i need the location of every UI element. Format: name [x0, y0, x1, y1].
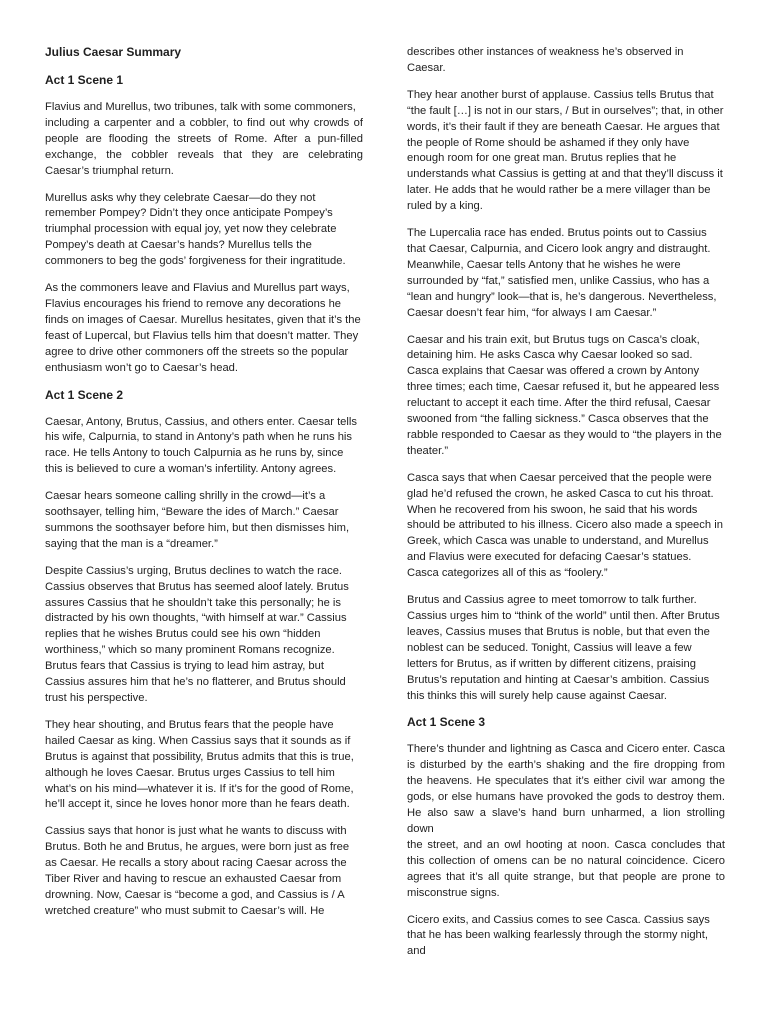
section-heading-act1-scene1: Act 1 Scene 1: [45, 73, 124, 87]
paragraph: Murellus asks why they celebrate Caesar—do they not remember Pompey? Didn’t they once anticipate Pompey’s triumphal procession with equal joy, yet now they celebrate Pompey’s death at Caesar’s hands? Murellus tells the commoners to beg the gods’ forgiveness for their ingratitude.: [45, 191, 346, 268]
paragraph: They hear shouting, and Brutus fears that the people have hailed Caesar as king. When Cassius says that it sounds as if Brutus is against that possibility, Brutus admits that this is true, although he loves Caesar. Brutus urges Cassius to tell him what’s on his mind—whatever it is. If it’s for the good of Rome, he’ll accept it, since he loves honor more than he fears death.: [45, 718, 354, 811]
paragraph: Caesar and his train exit, but Brutus tugs on Casca’s cloak, detaining him. He asks Casca why Caesar looked so sad. Casca explains that Caesar was offered a crown by Antony three times; each time, Caesar refused it, but he appeared less reluctant to accept it each time. After the third refusal, Caesar swooned from “the falling sickness.” Casca observes that the rabble responded to Caesar as they would to “the players in the theater.”: [407, 333, 722, 457]
paragraph: Cicero exits, and Cassius comes to see Casca. Cassius says that he has been walking fearlessly through the stormy night, and: [407, 913, 710, 958]
right-column: [407, 45, 725, 971]
paragraph: Caesar hears someone calling shrilly in the crowd—it’s a soothsayer, telling him, “Beware the ides of March.” Caesar summons the soothsayer before him, but then dismisses him, saying that the man is a “dreamer.”: [45, 490, 350, 550]
paragraph: Flavius and Murellus, two tribunes, talk with some commoners, including a carpenter and a cobbler, to find out why crowds of people are flooding the streets of Rome. After a pun-filled exchange, the cobbler reveals that they are celebrating Caesar’s triumphal return.: [45, 101, 363, 177]
paragraph: Despite Cassius’s urging, Brutus declines to watch the race. Cassius observes that Brutus has seemed aloof lately. Brutus assures Cassius that he shouldn’t take this personally; he is distracted by his own thoughts, “with himself at war.” Cassius replies that he wishes Brutus could see his own “hidden worthiness,” which so many prominent Romans recognize. Brutus fears that Cassius is trying to lead him astray, but Cassius assures him that he’s no flatterer, and Brutus should trust his perspective.: [45, 564, 349, 704]
paragraph: As the commoners leave and Flavius and Murellus part ways, Flavius encourages his friend to remove any decorations he finds on images of Caesar. Murellus hesitates, given that it’s the feast of Lupercal, but Flavius tells him that doesn’t matter. They agree to drive other commoners off the streets so the popular enthusiasm won’t go to Caesar’s head.: [45, 282, 361, 374]
document-title: Julius Caesar Summary: [45, 45, 182, 59]
paragraph: Caesar, Antony, Brutus, Cassius, and others enter. Caesar tells his wife, Calpurnia, to stand in Antony’s path when he runs his race. He tells Antony to touch Calpurnia as he runs by, since this is believed to cure a woman’s infertility. Antony agrees.: [45, 415, 357, 476]
paragraph: Brutus and Cassius agree to meet tomorrow to talk further. Cassius urges him to “think of the world” until then. After Brutus leaves, Cassius muses that Brutus is noble, but that even the noblest can be seduced. Tonight, Cassius will leave a few letters for Brutus, as if written by different citizens, praising Brutus’s reputation and hinting at Caesar’s ambition. Cassius this thinks this will surely help cause against Caesar.: [407, 594, 720, 702]
section-heading-act1-scene3: Act 1 Scene 3: [407, 715, 486, 730]
paragraph: Casca says that when Caesar perceived that the people were glad he’d refused the crown, he asked Casca to cut his throat. When he recovered from his swoon, he said that his words should be attributed to his illness. Cicero also made a speech in Greek, which Casca was unable to understand, and Murellus and Flavius were executed for defacing Caesar’s statues. Casca categorizes all of this as “foolery.”: [407, 471, 723, 580]
section-heading-act1-scene2: Act 1 Scene 2: [45, 387, 124, 402]
paragraph: They hear another burst of applause. Cassius tells Brutus that “the fault […] is not in our stars, / But in ourselves”; that, in other words, it’s their fault if they are beneath Caesar. He argues that the people of Rome should be ashamed if they only have enough room for one great man. Brutus replies that he understands what Cassius is getting at and that they’ll discuss it later. He adds that he would rather be a mere villager than be ruled by a king.: [407, 88, 724, 213]
left-column: [45, 45, 363, 931]
paragraph: There’s thunder and lightning as Casca and Cicero enter. Casca is disturbed by the earth’s shaking and the fire dropping from the heavens. He speculates that it’s either civil war among the gods, or else humans have provoked the gods to destroy them. He also saw a slave’s hand burn unharmed, a lion strolling down the street, and an owl hooting at noon. Casca concludes that this collection of omens can be no natural coincidence. Cicero agrees that it’s all quite strange, but that people are prone to misconstrue signs.: [407, 743, 725, 899]
paragraph: Cassius says that honor is just what he wants to discuss with Brutus. Both he and Brutus, he argues, were born just as free as Caesar. He recalls a story about racing Caesar across the Tiber River and having to rescue an exhausted Caesar from drowning. Now, Caesar is “become a god, and Cassius is / A wretched creature” who must submit to Caesar’s will. He: [45, 825, 350, 917]
paragraph: describes other instances of weakness he’s observed in Caesar.: [407, 46, 684, 74]
paragraph: The Lupercalia race has ended. Brutus points out to Cassius that Caesar, Calpurnia, and Cicero look angry and distraught. Meanwhile, Caesar tells Antony that he wishes he were surrounded by “fat,” satisfied men, unlike Cassius, who has a “lean and hungry” look—that is, he’s dangerous. Nevertheless, Caesar doesn’t fear him, “for always I am Caesar.”: [407, 227, 717, 319]
